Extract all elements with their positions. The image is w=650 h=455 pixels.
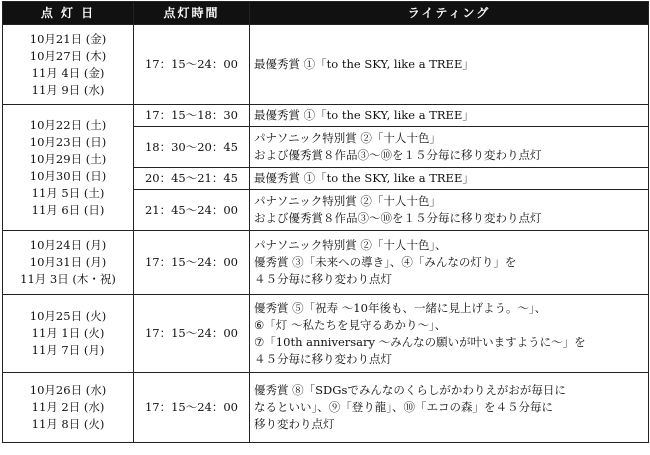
date-cell: 10月22日 (土) 10月23日 (日) 10月29日 (土) 10月30日 (日) 11月 5日 (土) 11月 6日 (日) xyxy=(3,105,134,231)
lighting-cell: 優秀賞 ⑤「祝寿 ～10年後も、一緒に見上げよう。～」、 ⑥「灯 ～私たちを見守るあかり～」、 ⑦「10th anniversary ～みんなの願いが叶いますように～」を ４５分毎に移り変わり点灯 xyxy=(250,295,649,373)
date-cell: 10月24日 (月) 10月31日 (月) 11月 3日 (木・祝) xyxy=(3,231,134,295)
time-cell: 20：45～21：45 xyxy=(134,168,250,190)
table-row xyxy=(3,231,649,295)
lighting-schedule-table xyxy=(2,1,649,443)
lighting-cell: 最優秀賞 ①「to the SKY, like a TREE」 xyxy=(250,25,649,105)
date-cell: 10月21日 (金) 10月27日 (木) 11月 4日 (金) 11月 9日 (水) xyxy=(3,25,134,105)
header-time: 点灯時間 xyxy=(134,2,250,25)
lighting-cell: パナソニック特別賞 ②「十人十色」 および優秀賞８作品③～⑩を１５分毎に移り変わり点灯 xyxy=(250,127,649,168)
table-row xyxy=(3,295,649,373)
header-lighting: ライティング xyxy=(250,2,649,25)
lighting-cell: 最優秀賞 ①「to the SKY, like a TREE」 xyxy=(250,168,649,190)
table-row xyxy=(3,373,649,443)
header-date: 点 灯 日 xyxy=(3,2,134,25)
date-cell: 10月26日 (水) 11月 2日 (水) 11月 8日 (火) xyxy=(3,373,134,443)
lighting-cell: パナソニック特別賞 ②「十人十色」、 優秀賞 ③「未来への導き」、④「みんなの灯り」を ４５分毎に移り変わり点灯 xyxy=(250,231,649,295)
time-cell: 17：15～24：00 xyxy=(134,295,250,373)
lighting-cell: 最優秀賞 ①「to the SKY, like a TREE」 xyxy=(250,105,649,127)
lighting-cell: 優秀賞 ⑧「SDGsでみんなのくらしがかわりえがおが毎日に なるといい」、⑨「登り龍」、⑩「エコの森」を４５分毎に 移り変わり点灯 xyxy=(250,373,649,443)
date-cell: 10月25日 (火) 11月 1日 (火) 11月 7日 (月) xyxy=(3,295,134,373)
time-cell: 17：15～24：00 xyxy=(134,25,250,105)
time-cell: 17：15～24：00 xyxy=(134,231,250,295)
table-row xyxy=(3,25,649,105)
time-cell: 17：15～24：00 xyxy=(134,373,250,443)
time-cell: 21：45～24：00 xyxy=(134,190,250,231)
lighting-cell: パナソニック特別賞 ②「十人十色」 および優秀賞８作品③～⑩を１５分毎に移り変わり点灯 xyxy=(250,190,649,231)
time-cell: 17：15～18：30 xyxy=(134,105,250,127)
time-cell: 18：30～20：45 xyxy=(134,127,250,168)
table-header-row xyxy=(3,2,649,25)
table-row xyxy=(3,105,649,127)
